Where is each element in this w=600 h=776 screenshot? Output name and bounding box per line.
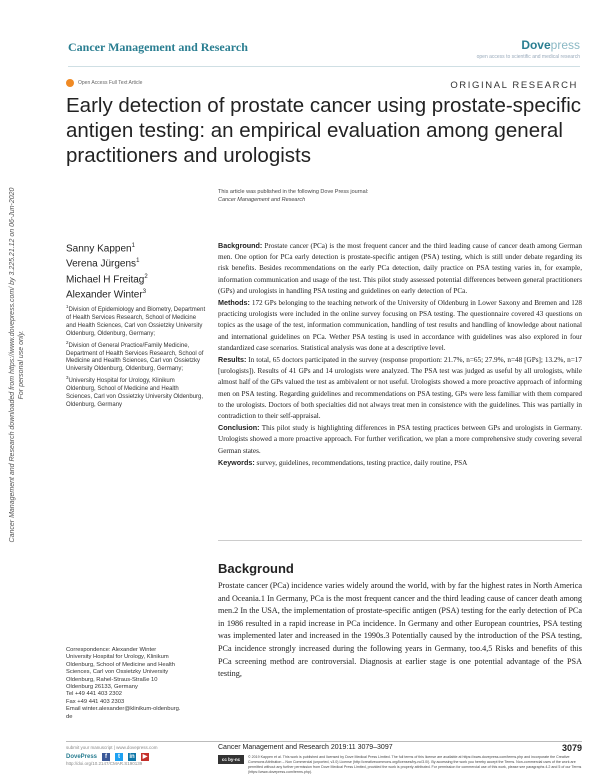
affiliation-mark: 1: [66, 304, 69, 309]
journal-header: Cancer Management and Research: [68, 40, 248, 54]
page-number: 3079: [561, 743, 582, 753]
correspondence-line: Tel +49 441 403 2302: [66, 691, 122, 698]
header-divider: [68, 66, 580, 67]
affiliation-text: University Hospital for Urology, Klinikum Oldenburg, School of Medicine and Health Sciences, Carl von Ossietzky University Oldenburg, Oldenburg, Germany: [66, 378, 204, 408]
affiliation-mark: 3: [66, 375, 69, 381]
author-affiliation-mark: 2: [144, 273, 148, 280]
publisher-tagline: open access to scientific and medical research: [476, 54, 580, 60]
doi-link[interactable]: http://doi.org/10.2147/CMAR.S190139: [66, 761, 143, 766]
background-text: Prostate cancer (PCa) incidence varies widely around the world, with by far the highest rates in North America and Oceania.1 In Germany, PCa is the most frequent cancer and the third leading cause of cancer death among men.2 In the USA, the implementation of prostate-specific antigen (PSA) testing for the early detection of PCa in 1986 resulted in a rapid increase in PCa incidence. In Germany and other European countries, PSA testing was implemented later and increased in the 1990s.3 Potentially caused by the introduction of the PSA testing, PCa incidence strongly increased during the following years in Germany, too.4,5 Risks and benefits of this PCa screening method are controversial. Diagnosis at earlier stage is one potential advantage of the PSA testing,: [218, 581, 582, 679]
affiliation-item: [66, 339, 206, 375]
abstract-text: In total, 65 doctors participated in the survey (response proportion: 21.7%, n=65; 27.9%, n=48 [GPs]; 13.2%, n=17 [urologists]). Results of 41 GPs and 14 urologists were analyzed. The PSA test was judged as useful by all urologists, while almost half of the GPs valued the test as ambivalent or not useful. Urologists showed a more proactive approach of informing men on PSA testing. Regarding guidelines and recommendations on PSA testing, GPs were less familiar with them compared to the urologists. Doctors of both specialties did not always treat men in consistence with the guidelines. This was partially in contradiction to their self-appraisal.: [218, 356, 582, 421]
background-heading: Background: [218, 561, 294, 576]
publication-note-line: This article was published in the following Dove Press journal:: [218, 189, 369, 195]
citation: Cancer Management and Research 2019:11 3079–3097: [218, 744, 393, 751]
author-item: [66, 286, 148, 301]
facebook-icon[interactable]: f: [102, 753, 110, 761]
open-access-icon: [66, 79, 74, 87]
publication-note-journal[interactable]: Cancer Management and Research: [218, 197, 306, 203]
abstract: [218, 240, 582, 469]
section-label: ORIGINAL RESEARCH: [450, 80, 578, 91]
abstract-paragraph: [218, 457, 582, 469]
affiliation-item: [66, 374, 206, 410]
abstract-text: This pilot study is highlighting differences in PSA testing practices between GPs and urologists in Germany. Urologists showed a more proactive approach. For further verification, we plan a more comprehensive study covering several German states.: [218, 424, 582, 455]
abstract-label: Methods:: [218, 298, 250, 308]
author-list: [66, 240, 148, 301]
author-affiliation-mark: 3: [142, 288, 147, 295]
author-name: Michael H Freitag: [66, 273, 145, 285]
abstract-paragraph: [218, 354, 582, 422]
publisher-name-light: press: [550, 38, 580, 52]
correspondence-line: University Hospital for Urology, Klinikum: [66, 654, 169, 661]
side-note-line-1: Cancer Management and Research downloaded from https://www.dovepress.com/ by 3.225.21.12 on 06-Jun-2020: [9, 187, 16, 543]
open-access-label[interactable]: [66, 79, 142, 87]
author-item: [66, 240, 148, 255]
author-affiliation-mark: 1: [131, 243, 135, 249]
correspondence-line: de: [66, 713, 73, 720]
publisher-logo[interactable]: [477, 38, 580, 60]
correspondence-line: Correspondence: Alexander Winter: [66, 647, 157, 653]
abstract-text: Prostate cancer (PCa) is the most frequent cancer and the third leading cause of cancer death among German men. One option for PCa early detection is prostate-specific antigen (PSA) testing, which is still under debate regarding its risk benefits. Besides recommendations on the early PCa detection, daily practice on PSA testing varies in, for example, information communication and usage of the test. This pilot study assessed potential differences between general practitioners (GPs) and urologists in handling PSA testing and guidelines on early detection of PCa.: [218, 242, 582, 295]
correspondence-line: Fax +49 441 403 2303: [66, 698, 125, 705]
abstract-label: Keywords:: [218, 457, 255, 467]
correspondence-line: Email winter.alexander@klinikum-oldenburg.: [66, 706, 181, 713]
footer-left: [66, 745, 216, 767]
author-name: Alexander Winter: [66, 289, 143, 301]
twitter-icon[interactable]: t: [115, 753, 123, 761]
affiliation-item: [66, 303, 206, 339]
correspondence-line: Sciences, Carl von Ossietzky University: [66, 669, 169, 676]
license-text: © 2019 Kappen et al. This work is published and licensed by Dove Medical Press Limited. The full terms of this license are available at https://www.dovepress.com/terms.php and incorporate the Creative Commons Attribution – Non Commercial (unported, v3.0) License (http://creativecommons.org/licenses/by-nc/3.0/). By accessing the work you hereby accept the Terms. Non-commercial uses of the work are permitted without any further permission from Dove Medical Press Limited, provided the work is properly attributed. For permission for commercial use of this work, please see paragraphs 4.2 and 5 of our Terms (https://www.dovepress.com/terms.php).: [248, 755, 582, 774]
author-item: [66, 271, 148, 286]
author-affiliation-mark: 1: [136, 258, 140, 265]
correspondence: [66, 647, 214, 721]
abstract-label: Background:: [218, 241, 263, 250]
license-notice: [218, 755, 582, 775]
correspondence-line: Oldenburg, School of Medicine and Health: [66, 661, 175, 668]
correspondence-line: Oldenburg 26133, Germany: [66, 684, 138, 691]
abstract-text: 172 GPs belonging to the teaching network of the University of Oldenburg in Lower Saxony and Bremen and 128 practicing urologists were included in the online survey focusing on PSA testing. The questionnaire covered 43 questions on topics as the usage of the test, information communication, handling of test results and handling of knowledge about national and international guidelines on PCa. Wether PSA testing is used in accordance with guidelines was also explored in four standardized case scenarios. Statistical analysis was done at a descriptive level.: [218, 299, 582, 352]
abstract-text: survey, guidelines, recommendations, testing practice, daily routine, PSA: [254, 458, 468, 467]
abstract-label: Results:: [218, 355, 247, 365]
abstract-paragraph: [218, 240, 582, 297]
affiliations: [66, 303, 206, 410]
publication-note: [218, 188, 368, 204]
affiliation-text: Division of General Practice/Family Medicine, Department of Health Services Research, School of Medicine and Health Sciences, Carl von Ossietzky University Oldenburg, Oldenburg, Germany;: [66, 342, 204, 373]
dovepress-logo[interactable]: DovePress: [66, 754, 98, 760]
publisher-name-bold: Dove: [521, 38, 551, 52]
open-access-text: Open Access Full Text Article: [78, 80, 143, 86]
cc-license-icon[interactable]: cc by-nc: [218, 755, 244, 764]
affiliation-text: Division of Epidemiology and Biometry, Department of Health Services Research, School of Medicine and Health Sciences, Carl von Ossietzky University Oldenburg, Oldenburg, Germany;: [66, 307, 206, 337]
youtube-icon[interactable]: ▶: [142, 754, 148, 760]
footer-divider: [66, 741, 582, 742]
author-name: Sanny Kappen: [66, 243, 132, 255]
side-download-note: [4, 160, 30, 570]
abstract-paragraph: [218, 422, 582, 457]
side-note-line-2: For personal use only.: [18, 330, 25, 400]
author-item: [66, 255, 148, 270]
affiliation-mark: 2: [66, 339, 69, 345]
author-name: Verena Jürgens: [66, 258, 137, 270]
correspondence-line: Oldenburg, Rahel-Straus-Straße 10: [66, 676, 158, 683]
submit-link[interactable]: submit your manuscript | www.dovepress.com: [66, 745, 158, 750]
abstract-paragraph: [218, 297, 582, 354]
abstract-label: Conclusion:: [218, 423, 260, 433]
linkedin-icon[interactable]: in: [129, 754, 135, 760]
article-title: Early detection of prostate cancer using prostate-specific antigen testing: an empirical evaluation among general practitioners and urologists: [66, 94, 582, 167]
abstract-divider: [218, 540, 582, 541]
